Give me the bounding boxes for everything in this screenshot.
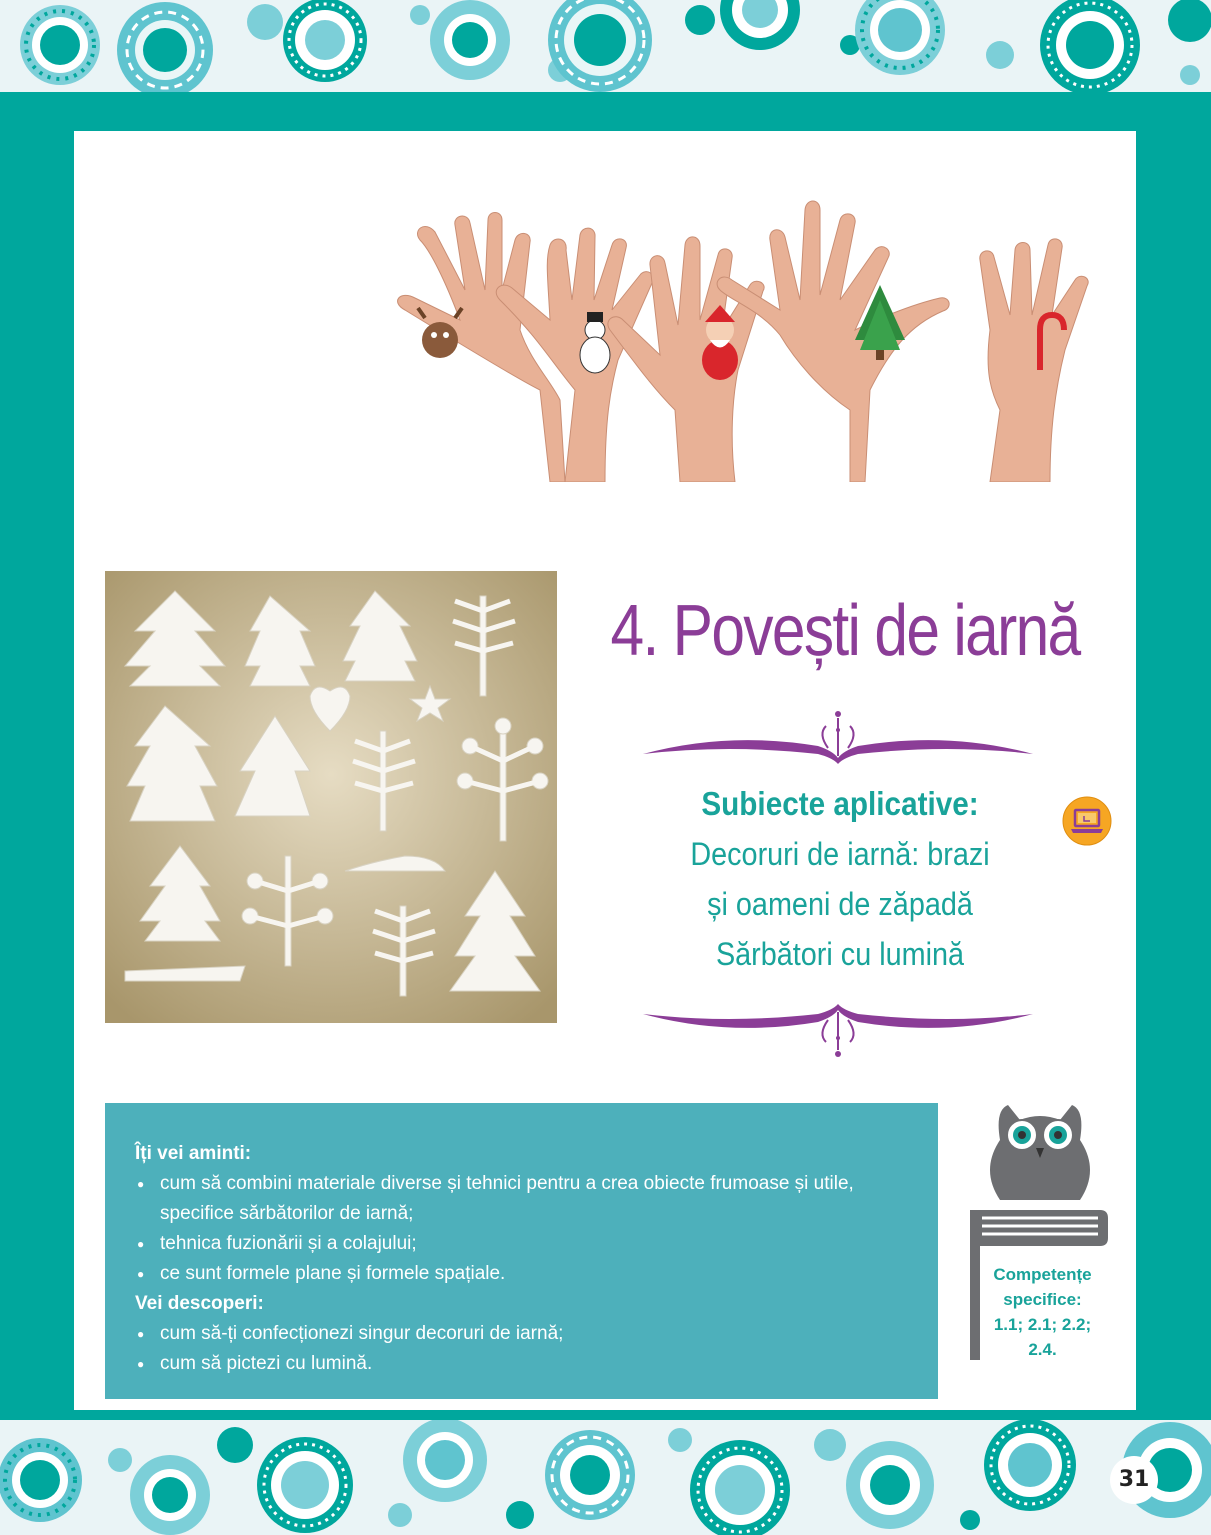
applied-subjects-heading: Subiecte aplicative: bbox=[701, 785, 979, 822]
list-item: ● cum să combini materiale diverse și tehnici pentru a crea obiecte frumoase și utile, specifice sărbătorilor de iarnă; bbox=[135, 1169, 925, 1229]
objectives-box bbox=[105, 1103, 938, 1399]
decorative-flourish-bottom bbox=[638, 1002, 1038, 1062]
list-item: ● ce sunt formele plane și formele spațiale. bbox=[135, 1259, 925, 1289]
list-item: ● cum să pictezi cu lumină. bbox=[135, 1349, 925, 1379]
discover-list bbox=[135, 1319, 925, 1379]
applied-subjects bbox=[640, 785, 1040, 979]
hands-photo bbox=[350, 190, 1110, 482]
lesson-title: 4. Povești de iarnă bbox=[610, 591, 1080, 671]
competences bbox=[985, 1262, 1100, 1362]
page-number: 31 bbox=[1110, 1456, 1158, 1504]
competences-values: 1.1; 2.1; 2.2; 2.4. bbox=[993, 1315, 1092, 1359]
applied-subject-line: și oameni de zăpadă bbox=[707, 886, 973, 922]
applied-subject-line: Decoruri de iarnă: brazi bbox=[690, 836, 990, 872]
top-pattern-band bbox=[0, 0, 1211, 92]
discover-heading: Vei descoperi: bbox=[135, 1293, 264, 1314]
remember-list bbox=[135, 1169, 925, 1289]
bottom-pattern-band bbox=[0, 1420, 1211, 1535]
applied-subject-line: Sărbători cu lumină bbox=[715, 936, 965, 972]
list-item: ● tehnica fuzionării și a colajului; bbox=[135, 1229, 925, 1259]
remember-heading: Îți vei aminti: bbox=[135, 1143, 252, 1164]
decorative-flourish-top bbox=[638, 706, 1038, 766]
paper-trees-image bbox=[105, 571, 557, 1023]
laptop-icon[interactable] bbox=[1062, 796, 1112, 846]
list-item: ● cum să-ți confecționezi singur decoruri de iarnă; bbox=[135, 1319, 925, 1349]
competences-label: Competențe specifice: bbox=[993, 1265, 1092, 1309]
